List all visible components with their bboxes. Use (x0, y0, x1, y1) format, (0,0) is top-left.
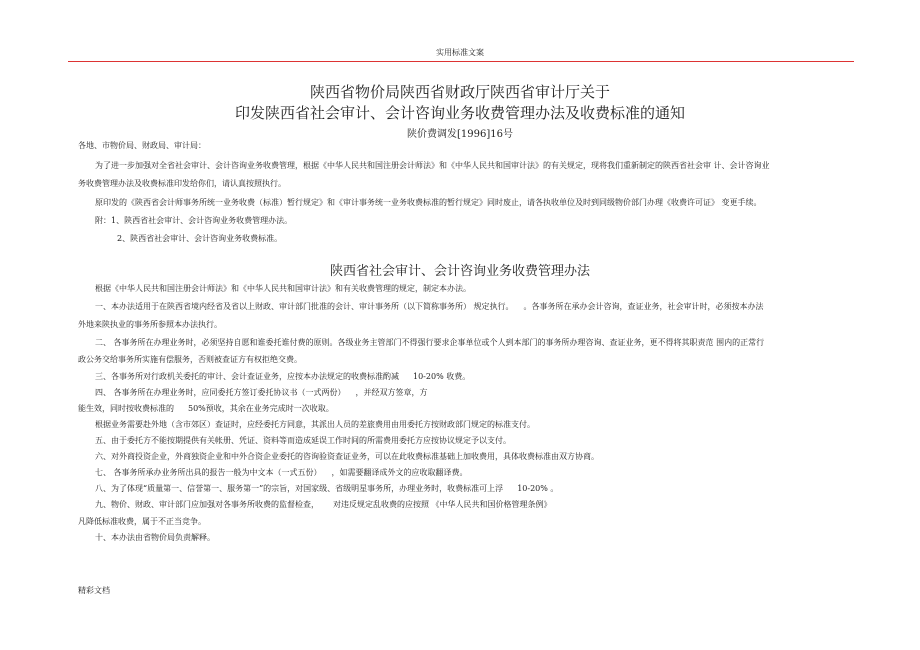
rule-5: 五、由于委托方不能按期提供有关帐册、凭证、资料等而造成延误工作时间的所需费用委托方应按协议规定予以支付。 (95, 436, 511, 445)
rule-4-cont: 50%预收，其余在业务完成时一次收取。 (188, 404, 334, 413)
page-footer: 精彩文档 (78, 586, 110, 595)
rule-9-line (95, 500, 552, 510)
attachment-item: 2、陕西省社会审计、会计咨询业务收费标准。 (117, 234, 283, 243)
rule-9: 九、物价、财政、审计部门应加强对各事务所收费的监督检查， (95, 500, 319, 509)
rule-7: 七、 各事务所承办业务所出具的报告一般为中文本（一式五份） (95, 468, 318, 477)
doc-title-line1: 陕西省物价局陕西省财政厅陕西省审计厅关于 (309, 83, 610, 101)
rule-4-line2 (78, 404, 334, 414)
rule-1-cont: 外地来陕执业的事务所参照本办法执行。 (78, 320, 222, 329)
rule-2: 二、 各事务所在办理业务时，必须坚持自愿和谁委托谁付费的原则。各级业务主管部门不得强行要求企事单位或个人到本部门的事务所办理咨询、查证业务，更不得将其职责范 围内的正常行 (95, 338, 765, 347)
rules-intro: 根据《中华人民共和国注册会计师法》和《中华人民共和国审计法》和有关收费管理的规定，制定本办法。 (95, 284, 471, 293)
rule-7-cont: ，如需要翻译成外文的应收取翻译费。 (331, 468, 468, 477)
rule-4-cont: 根据业务需要赴外地（含市郊区）查证时，应经委托方同意，其派出人员的差旅费用由用委托方按财政部门规定的标准支付。 (95, 420, 535, 429)
rule-8: 八、为了体现“质量第一、信誉第一、服务第一”的宗旨，对国家级、省级明星事务所，办理业务时，收费标准可上浮 (95, 484, 504, 493)
salutation: 各地、市物价局、财政局、审计局： (78, 141, 206, 150)
rule-8-cont: 10-20% 。 (517, 484, 559, 493)
rule-4-line (95, 388, 428, 398)
rule-6: 六、对外商投资企业，外商独资企业和中外合资企业委托的咨询验资查证业务，可以在此收费标准基础上加收费用，具体收费标准由双方协商。 (95, 452, 599, 461)
rule-2-cont: 政公务交给事务所实施有偿服务，否则被查证方有权拒绝交费。 (78, 355, 302, 364)
rule-8-line (95, 484, 558, 494)
rule-4: 四、 各事务所在办理业务时，应同委托方签订委托协议书（一式两份） (95, 388, 342, 397)
rule-1: 一、本办法适用于在陕西省境内经省及省以上财政、审计部门批准的会计、审计事务所（以下简称事务所） 规定执行。 (95, 302, 510, 311)
page-header: 实用标准文案 (436, 48, 484, 57)
rule-10: 十、本办法由省物价局负责解释。 (95, 533, 215, 542)
rule-9-cont: 对违反规定乱收费的应按照 《中华人民共和国价格管理条例》 (333, 500, 552, 509)
rule-1-line (95, 302, 764, 312)
rule-3-line (95, 372, 470, 382)
rule-7-line (95, 468, 468, 478)
notice-paragraph: 原印发的《陕西省会计师事务所统一业务收费（标准）暂行规定》和《审计事务统一业务收费标准的暂行规定》同时废止，请各执收单位及时到同级物价部门办理《收费许可证》 变更手续。 (95, 198, 762, 207)
rule-4-cont: ，并经双方签章，方 (355, 388, 428, 397)
rule-9-cont: 凡降低标准收费，属于不正当竞争。 (78, 517, 206, 526)
attachment-item: 附：1、陕西省社会审计、会计咨询业务收费管理办法。 (95, 216, 293, 225)
doc-number: 陕价费调发[1996]16号 (407, 129, 513, 140)
rules-title: 陕西省社会审计、会计咨询业务收费管理办法 (329, 264, 590, 279)
doc-title-line2: 印发陕西省社会审计、会计咨询业务收费管理办法及收费标准的通知 (234, 104, 685, 122)
notice-paragraph: 为了进一步加强对全省社会审计、会计咨询业务收费管理，根据《中华人民共和国注册会计师法》和《中华人民共和国审计法》的有关规定，现将我们重新制定的陕西省社会审 计、会计咨询业 (95, 161, 770, 170)
rule-1-cont: 。各事务所在承办会计咨询，查证业务，社会审计时，必须按本办法 (523, 302, 764, 311)
rule-3: 三、各事务所对行政机关委托的审计、会计查证业务，应按本办法规定的收费标准酌减 (95, 372, 399, 381)
rule-3-cont: 10-20% 收费。 (413, 372, 471, 381)
header-divider (68, 61, 854, 62)
notice-paragraph: 务收费管理办法及收费标准印发给你们，请认真按照执行。 (78, 179, 286, 188)
rule-4-cont: 能生效，同时按收费标准的 (78, 404, 174, 413)
